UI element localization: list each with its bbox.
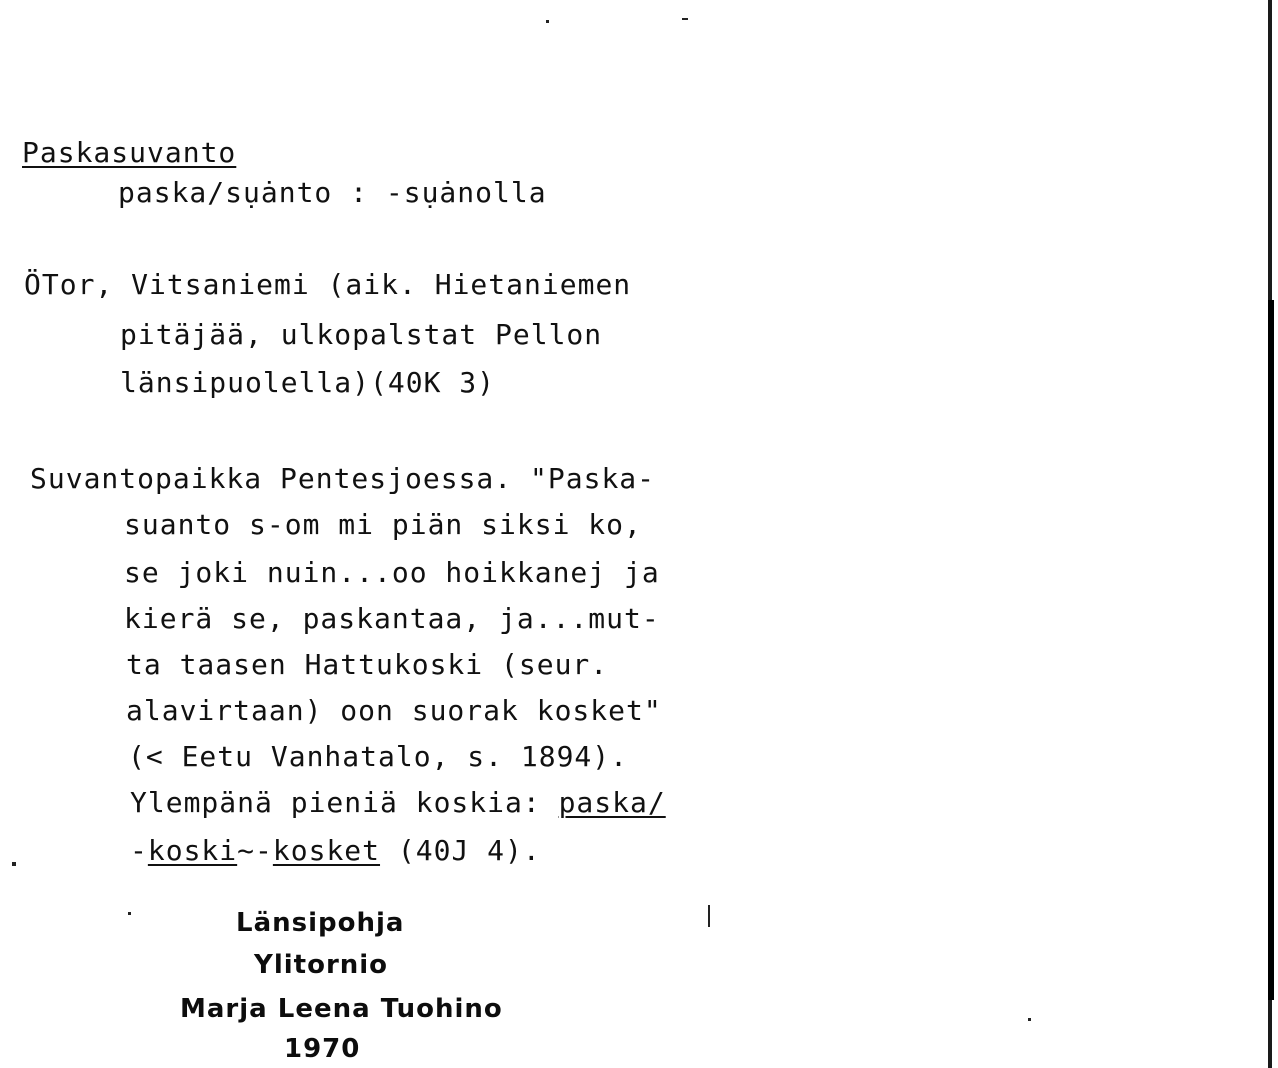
- headword: Paskasuvanto: [22, 136, 237, 169]
- speck: [1028, 1018, 1031, 1021]
- description-line-4: kierä se, paskantaa, ja...mut-: [124, 602, 660, 635]
- description-line-6: alavirtaan) oon suorak kosket": [126, 694, 662, 727]
- speck: [12, 862, 16, 866]
- card-edge-shadow: [1268, 300, 1274, 1000]
- locality-line-3: länsipuolella)(40K 3): [120, 366, 496, 399]
- locality-line-1: ÖTor, Vitsaniemi (aik. Hietaniemen: [24, 268, 632, 301]
- speck: [682, 18, 688, 20]
- description-line-8: [130, 786, 666, 820]
- description-line-1: Suvantopaikka Pentesjoessa. "Paska-: [30, 462, 656, 495]
- description-line-3: se joki nuin...oo hoikkanej ja: [124, 556, 660, 589]
- speck: [708, 905, 710, 927]
- stamp-parish: Ylitornio: [254, 950, 389, 980]
- speck: [546, 20, 549, 23]
- stamp-region: Länsipohja: [236, 908, 405, 938]
- description-line-2: suanto s-om mi piän siksi ko,: [124, 508, 642, 541]
- tilde: ~-: [237, 834, 273, 867]
- grid-reference: (40J 4).: [380, 834, 541, 867]
- stamp-year: 1970: [284, 1034, 361, 1064]
- description-line-7: (< Eetu Vanhatalo, s. 1894).: [128, 740, 629, 773]
- cross-reference-koski: koski: [147, 834, 238, 867]
- description-line-8-text: Ylempänä pieniä koskia:: [130, 786, 559, 819]
- form-line: paska/sụȧnto : -sụȧnolla: [118, 176, 547, 209]
- dash: -: [130, 834, 148, 867]
- cross-reference-kosket: kosket: [272, 834, 381, 867]
- speck: [128, 912, 131, 915]
- description-line-9: [130, 834, 541, 868]
- description-line-5: ta taasen Hattukoski (seur.: [126, 648, 609, 681]
- stamp-collector: Marja Leena Tuohino: [180, 994, 503, 1024]
- locality-line-2: pitäjää, ulkopalstat Pellon: [120, 318, 603, 351]
- cross-reference-paska: paska/: [558, 786, 666, 819]
